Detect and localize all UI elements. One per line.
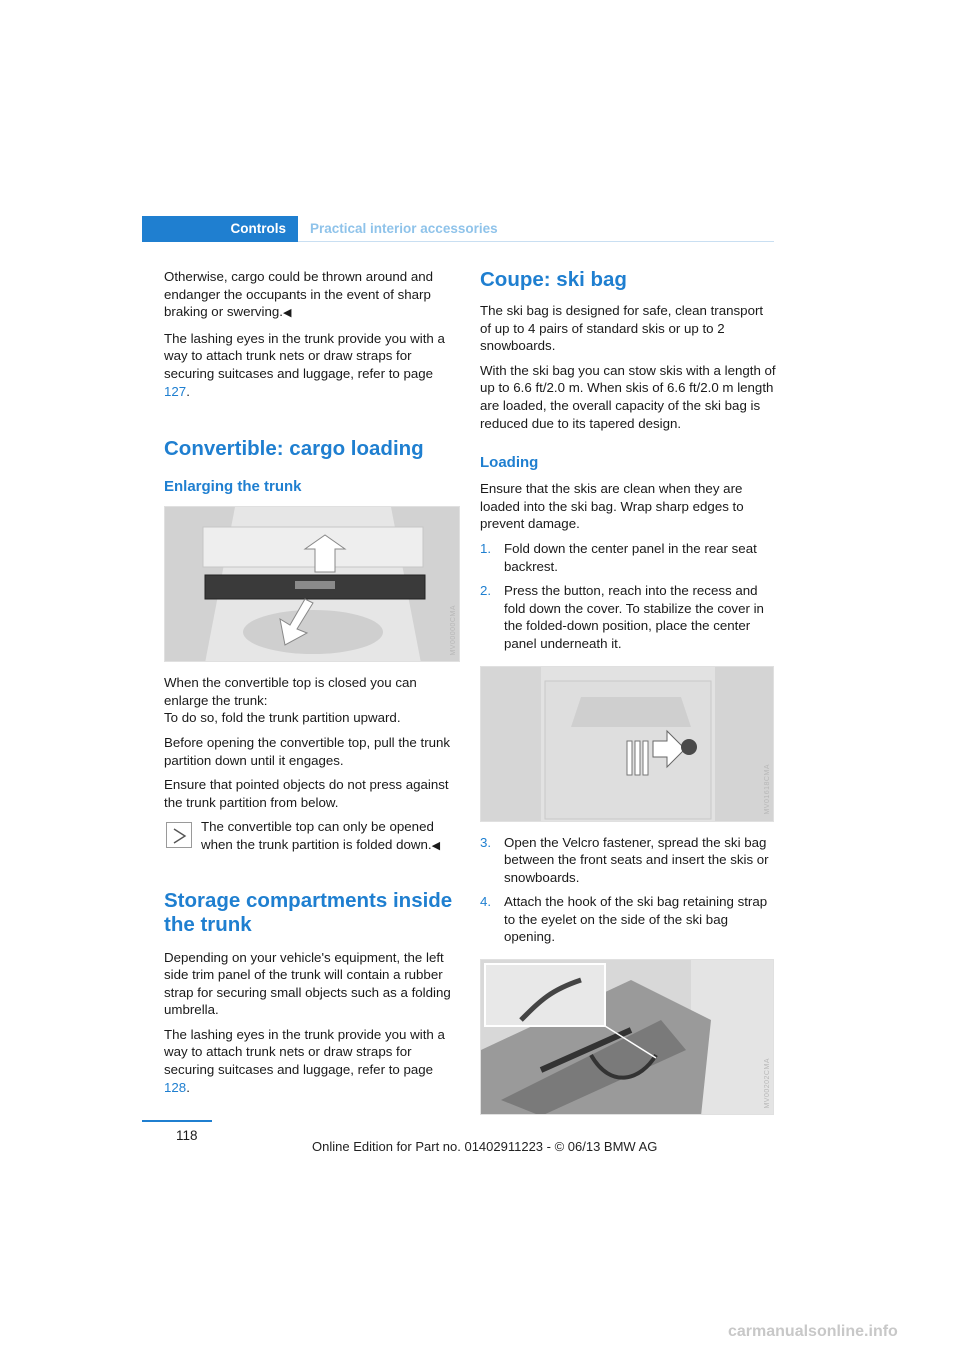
step-number: 2.	[480, 583, 492, 599]
trunk-illustration	[165, 507, 460, 662]
step-number: 1.	[480, 540, 492, 556]
ski-bag-figure	[480, 959, 774, 1115]
subsection-heading: Enlarging the trunk	[164, 478, 302, 496]
paragraph: The lashing eyes in the trunk provide you with a way to attach trunk nets or draw straps for securing suitcases and luggage, refer to page 127.	[164, 330, 445, 399]
ski-bag-illustration	[481, 960, 774, 1115]
list-item: 2. Press the button, reach into the recess and fold down the cover. To stabilize the cover in the folded-down position, place the center panel underneath it.	[480, 583, 764, 651]
header-rule	[298, 241, 774, 242]
left-column	[164, 268, 460, 1103]
header-chapter-title: Practical interior accessories	[310, 221, 498, 236]
end-mark-icon: ◀	[282, 307, 292, 320]
note-box	[164, 818, 460, 855]
list-item: 4. Attach the hook of the ski bag retaining strap to the eyelet on the side of the ski bag opening.	[480, 894, 768, 945]
right-column	[480, 268, 776, 1115]
section-heading: Storage compartments inside the trunk	[164, 888, 453, 936]
paragraph: Depending on your vehicle's equipment, the left side trim panel of the trunk will contain a rubber strap for securing small objects such as a folding umbrella.	[164, 949, 451, 1018]
section-heading: Convertible: cargo loading	[164, 437, 424, 461]
seat-cover-figure	[480, 666, 774, 822]
loading-steps	[480, 834, 776, 947]
site-watermark: carmanualsonline.info	[728, 1323, 898, 1340]
paragraph: Ensure that pointed objects do not press against the trunk partition from below.	[164, 777, 449, 810]
paragraph: Ensure that the skis are clean when they are loaded into the ski bag. Wrap sharp edges to prevent damage.	[480, 481, 744, 532]
note-text: The convertible top can only be opened when the trunk partition is folded down.◀	[201, 819, 441, 852]
loading-steps	[480, 540, 776, 653]
page-header	[142, 216, 774, 242]
list-item: 3. Open the Velcro fastener, spread the ski bag between the front seats and insert the skis or snowboards.	[480, 834, 769, 885]
seat-cover-illustration	[481, 667, 774, 822]
header-section-label: Controls	[142, 216, 298, 242]
step-number: 3.	[480, 834, 492, 850]
paragraph: With the ski bag you can stow skis with a length of up to 6.6 ft/2.0 m. When skis of 6.6 ft/2.0 m length are loaded, the overall capacity of the ski bag is reduced due to its tapered design.	[480, 362, 776, 431]
trunk-partition-figure	[164, 506, 460, 662]
online-edition-note: Online Edition for Part no. 01402911223 - © 06/13 BMW AG	[312, 1139, 658, 1154]
paragraph: Before opening the convertible top, pull the trunk partition down until it engages.	[164, 734, 451, 768]
page-link[interactable]: 128	[164, 1079, 187, 1095]
subsection-heading: Loading	[480, 454, 539, 472]
page-number: 118	[176, 1128, 198, 1143]
note-arrow-icon	[166, 822, 192, 848]
figure-code: MV00000CMA	[450, 604, 457, 656]
figure-code: MV00202CMA	[764, 1057, 771, 1109]
figure-code: MV01618CMA	[764, 763, 771, 815]
page-link[interactable]: 127	[164, 383, 187, 399]
end-mark-icon: ◀	[431, 839, 441, 852]
paragraph: When the convertible top is closed you can enlarge the trunk:	[164, 675, 417, 708]
paragraph: The lashing eyes in the trunk provide you with a way to attach trunk nets or draw straps for securing suitcases and luggage, refer to page 128.	[164, 1026, 445, 1095]
footer-rule	[142, 1120, 212, 1122]
step-number: 4.	[480, 894, 492, 910]
section-heading: Coupe: ski bag	[480, 268, 627, 291]
paragraph: Otherwise, cargo could be thrown around and endanger the occupants in the event of sharp braking or swerving.◀	[164, 269, 434, 320]
list-item: 1. Fold down the center panel in the rear seat backrest.	[480, 540, 757, 574]
paragraph: The ski bag is designed for safe, clean transport of up to 4 pairs of standard skis or up to 2 snowboards.	[480, 303, 764, 354]
paragraph: To do so, fold the trunk partition upward.	[164, 710, 401, 726]
